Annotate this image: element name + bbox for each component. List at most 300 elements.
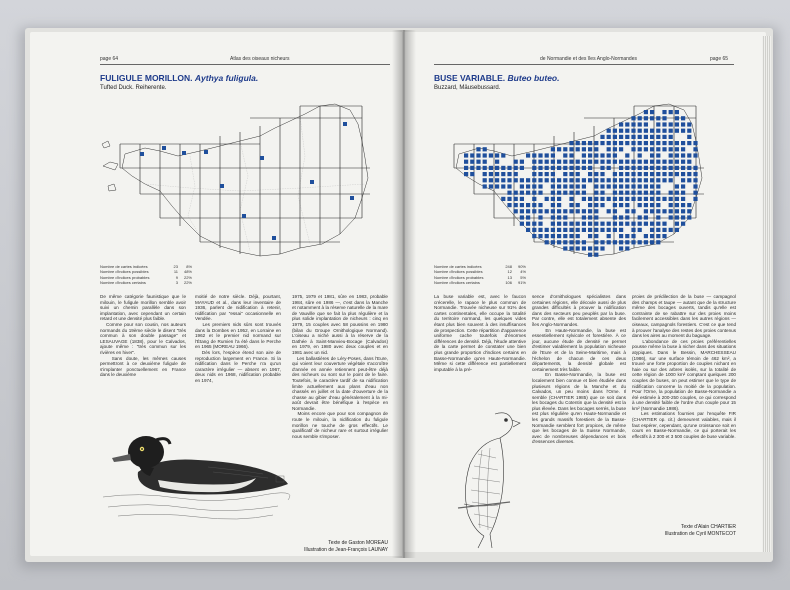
- map-square: [582, 240, 586, 244]
- map-square: [687, 153, 691, 157]
- stats-row: Nombre d'indices probables 13 5%: [434, 274, 526, 280]
- map-square: [644, 184, 648, 188]
- map-square: [569, 172, 573, 176]
- map-square: [656, 178, 660, 182]
- map-square: [551, 147, 555, 151]
- map-square: [600, 228, 604, 232]
- map-square: [594, 253, 598, 257]
- map-square: [644, 129, 648, 133]
- map-square: [613, 178, 617, 182]
- map-square: [687, 166, 691, 170]
- map-square: [656, 240, 660, 244]
- map-square: [538, 172, 542, 176]
- map-square: [532, 153, 536, 157]
- map-square: [619, 197, 623, 201]
- map-square: [638, 160, 642, 164]
- map-square: [538, 209, 542, 213]
- map-square: [619, 135, 623, 139]
- map-square: [182, 151, 186, 155]
- map-square: [638, 147, 642, 151]
- map-square: [687, 209, 691, 213]
- map-square: [662, 116, 666, 120]
- map-square: [507, 172, 511, 176]
- map-square: [588, 147, 592, 151]
- map-square: [613, 135, 617, 139]
- map-square: [501, 178, 505, 182]
- map-square: [662, 110, 666, 114]
- map-square: [470, 166, 474, 170]
- map-square: [569, 166, 573, 170]
- map-square: [532, 172, 536, 176]
- map-square: [638, 135, 642, 139]
- map-square: [588, 166, 592, 170]
- map-square: [644, 234, 648, 238]
- map-square: [644, 222, 648, 226]
- left-page[interactable]: [30, 32, 402, 556]
- map-square: [675, 116, 679, 120]
- left-species-title: [100, 73, 258, 83]
- map-square: [675, 160, 679, 164]
- map-square: [607, 240, 611, 244]
- map-square: [594, 178, 598, 182]
- map-square: [613, 203, 617, 207]
- map-square: [613, 160, 617, 164]
- map-square: [476, 147, 480, 151]
- map-square: [681, 215, 685, 219]
- map-square: [538, 222, 542, 226]
- map-square: [600, 197, 604, 201]
- map-square: [582, 191, 586, 195]
- map-square: [675, 153, 679, 157]
- map-square: [681, 122, 685, 126]
- map-square: [613, 222, 617, 226]
- map-square: [662, 234, 666, 238]
- duck-illustration: [98, 412, 293, 527]
- map-square: [656, 203, 660, 207]
- map-square: [532, 228, 536, 232]
- map-square: [551, 234, 555, 238]
- map-square: [631, 234, 635, 238]
- map-square: [600, 222, 604, 226]
- map-square: [681, 160, 685, 164]
- map-square: [600, 135, 604, 139]
- map-square: [693, 166, 697, 170]
- map-square: [613, 141, 617, 145]
- map-square: [625, 178, 629, 182]
- map-square: [625, 234, 629, 238]
- map-square: [619, 203, 623, 207]
- map-square: [669, 209, 673, 213]
- map-square: [613, 240, 617, 244]
- map-square: [607, 178, 611, 182]
- right-species-title: [434, 73, 559, 83]
- map-square: [656, 222, 660, 226]
- map-square: [557, 222, 561, 226]
- map-square: [576, 209, 580, 213]
- map-square: [557, 191, 561, 195]
- left-credits: [292, 540, 388, 554]
- map-square: [675, 110, 679, 114]
- map-square: [644, 160, 648, 164]
- map-square: [625, 240, 629, 244]
- map-square: [520, 184, 524, 188]
- map-square: [638, 129, 642, 133]
- map-square: [520, 203, 524, 207]
- map-square: [600, 184, 604, 188]
- map-square: [607, 184, 611, 188]
- map-square: [650, 172, 654, 176]
- map-square: [631, 178, 635, 182]
- map-square: [538, 228, 542, 232]
- map-square: [625, 222, 629, 226]
- map-square: [483, 160, 487, 164]
- map-square: [600, 203, 604, 207]
- map-square: [495, 178, 499, 182]
- book-gutter: [392, 30, 416, 558]
- map-square: [569, 184, 573, 188]
- map-square: [532, 178, 536, 182]
- map-square: [582, 197, 586, 201]
- map-square: [532, 234, 536, 238]
- stats-row: Nombre d'indices certains 106 91%: [434, 279, 526, 285]
- map-square: [675, 141, 679, 145]
- map-square: [501, 172, 505, 176]
- map-square: [594, 184, 598, 188]
- map-square: [631, 209, 635, 213]
- map-square: [204, 150, 208, 154]
- map-square: [520, 222, 524, 226]
- map-square: [619, 240, 623, 244]
- map-square: [526, 184, 530, 188]
- map-square: [638, 184, 642, 188]
- map-square: [514, 203, 518, 207]
- map-square: [588, 160, 592, 164]
- map-square: [625, 135, 629, 139]
- map-square: [545, 228, 549, 232]
- map-square: [693, 191, 697, 195]
- map-square: [619, 191, 623, 195]
- map-square: [619, 228, 623, 232]
- map-square: [489, 153, 493, 157]
- map-square: [644, 197, 648, 201]
- map-square: [551, 209, 555, 213]
- map-square: [625, 191, 629, 195]
- map-square: [569, 153, 573, 157]
- map-square: [631, 147, 635, 151]
- map-square: [656, 228, 660, 232]
- map-square: [687, 135, 691, 139]
- map-square: [495, 166, 499, 170]
- map-square: [557, 228, 561, 232]
- left-text-column-1: De même catégorie faunistique que le milouin, le fuligule morillon semble avoir suivi un chemin parallèle dans son implantation, avec cependant un certain retard et une densité plus faible. Comme pour son cousin, nos auteurs normands du 19ème siècle le disent "très commun à son double passage" et LESAUVAGE (1838), pour le Calvados, ajoute même : "très commun sur les rivières en hiver". Sans doute, les mêmes causes permettront à ce deuxième fuligule de s'implanter ponctuellement en France dans le deuxième: [100, 294, 186, 378]
- right-text-column-2: sence d'ornithologues spécialistes dans certaines régions, elle découle aussi de plus grandes difficultés à prouver la nidification dans des secteurs peu peuplés par la buse. Par contre, elle est totalement absente des îles Anglo-Normandes. En Haute-Normandie, la buse est essentiellement sylvicole et forestière. À ce jour, aucune étude de densité ne permet d'estimer valablement la population nicheuse de l'Eure et de la Seine-Maritime, mais à l'échelon de chacun de ces deux départements, la densité globale est certainement très faible. En Basse-Normandie, la buse est localement bien connue et bien étudiée dans plusieurs régions de la Manche et du Calvados, un peu moins dans l'Orne. Il semble (CHARTIER 1985) que ce soit dans les bocages du Cotentin que la densité est la plus élevée. Dans les bocages serrés, la buse est plus régulière qu'en Haute-Normandie et les grands massifs forestiers de la Basse-Normandie semblent fort propices, de même que les bocages de la Suisse Normande, avec de nombreuses dépendances et bois d'essences diverses.: [532, 294, 626, 445]
- map-square: [607, 147, 611, 151]
- map-square: [464, 166, 468, 170]
- map-square: [644, 203, 648, 207]
- map-square: [569, 147, 573, 151]
- map-square: [619, 178, 623, 182]
- map-square: [656, 122, 660, 126]
- map-square: [600, 166, 604, 170]
- map-square: [607, 222, 611, 226]
- map-square: [656, 160, 660, 164]
- map-square: [489, 172, 493, 176]
- right-species-name-latin: Buteo buteo.: [507, 73, 560, 83]
- map-square: [693, 147, 697, 151]
- left-species-name-latin: Aythya fuligula.: [194, 73, 259, 83]
- map-square: [607, 209, 611, 213]
- map-square: [687, 215, 691, 219]
- map-square: [656, 129, 660, 133]
- right-head-rule: [434, 64, 734, 65]
- map-square: [607, 228, 611, 232]
- map-square: [656, 209, 660, 213]
- map-square: [638, 172, 642, 176]
- map-square: [638, 191, 642, 195]
- map-square: [669, 178, 673, 182]
- right-text-column-3: proies de prédilection de la buse — campagnol des champs et taupe — autant que de la structure même des bocages ouverts, tandis qu'elle est contrainte de se rabattre sur des proies moins facilement accessibles dans les autres régions — oiseaux, campagnols forestiers. C'est ce que tend à prouver l'analyse des restes des proies contenus dans les aires au moment du baguage. L'abondance de ces proies préférentielles pousse même la buse à nicher dans des situations atypiques. Dans le Bessin, MARCHESSEAU (1986), sur une surface témoin de 462 km², a trouvé une forte proportion de couples nichant en haie ou sur des arbres isolés, sur la totalité de cette région de 1000 km² comptant quelques 200 couples de buses, on peut estimer que le type de nidification concerne la moitié de la population. Pour l'Orne, la population de Basse-Normandie a été estimée à 200-250 couples, ce qui correspond à une densité faible de l'ordre d'un couple pour 15 km² (Normandie 1986). Les estimations fournies par l'enquête FIR (CHARTIER op. cit.) demeurent valables, mais il faut espérer, cependant, qu'une croissance soit en cours en Basse-Normandie, ce qui porterait les effectifs à 2 300 et 3 500 couples de buse variable.: [632, 294, 736, 439]
- map-square: [656, 234, 660, 238]
- map-square: [551, 240, 555, 244]
- map-square: [489, 184, 493, 188]
- map-square: [538, 178, 542, 182]
- map-square: [594, 172, 598, 176]
- map-square: [600, 160, 604, 164]
- map-square: [662, 141, 666, 145]
- map-square: [600, 153, 604, 157]
- map-square: [520, 209, 524, 213]
- right-credit-text: Texte d'Alain CHARTIER: [680, 524, 736, 530]
- map-square: [526, 203, 530, 207]
- map-square: [631, 116, 635, 120]
- map-square: [650, 209, 654, 213]
- map-square: [656, 166, 660, 170]
- map-square: [483, 178, 487, 182]
- map-square: [576, 178, 580, 182]
- map-square: [576, 184, 580, 188]
- map-square: [681, 184, 685, 188]
- map-square: [675, 184, 679, 188]
- map-square: [644, 191, 648, 195]
- map-square: [613, 191, 617, 195]
- map-square: [470, 153, 474, 157]
- map-square: [631, 135, 635, 139]
- map-square: [681, 172, 685, 176]
- map-square: [464, 153, 468, 157]
- map-square: [569, 203, 573, 207]
- map-square: [687, 129, 691, 133]
- map-square: [551, 191, 555, 195]
- right-page[interactable]: [404, 32, 766, 552]
- map-square: [582, 215, 586, 219]
- map-square: [681, 209, 685, 213]
- map-square: [476, 166, 480, 170]
- map-square: [582, 209, 586, 213]
- map-square: [569, 234, 573, 238]
- map-square: [669, 129, 673, 133]
- map-square: [483, 184, 487, 188]
- map-square: [569, 160, 573, 164]
- map-square: [507, 166, 511, 170]
- map-square: [563, 240, 567, 244]
- map-square: [569, 222, 573, 226]
- map-square: [551, 153, 555, 157]
- right-text-column-1: La buse variable est, avec le faucon crécerelle, le rapace le plus commun de Normandie. Trouvée nicheuse sur 91% des cartes continentales, elle occupe la totalité du territoire normand, les quelques vides étant plus bien souvent à des insuffisances de prospection. Cette répartition d'apparence uniforme cache toutefois d'énormes différences de densité. Déjà, l'étude attentive de la carte permet de constater une bien plus grande proportion d'indices certains en Basse-Normandie qu'en Haute-Normandie. Même si cette différence est partiellement imputable à la pré-: [434, 294, 528, 372]
- map-square: [631, 172, 635, 176]
- map-square: [514, 178, 518, 182]
- map-square: [631, 197, 635, 201]
- page-edges: [762, 36, 771, 552]
- map-square: [613, 215, 617, 219]
- map-square: [545, 209, 549, 213]
- map-square: [687, 141, 691, 145]
- map-square: [669, 191, 673, 195]
- map-square: [582, 184, 586, 188]
- map-square: [576, 203, 580, 207]
- map-square: [538, 234, 542, 238]
- buzzard-drawing: [440, 404, 528, 549]
- left-credit-illustration: Illustration de Jean-François LAUNAY: [304, 547, 388, 553]
- map-square: [569, 141, 573, 145]
- left-distribution-map: [100, 96, 390, 271]
- map-square: [569, 240, 573, 244]
- map-square: [650, 234, 654, 238]
- map-square: [693, 141, 697, 145]
- map-square: [625, 122, 629, 126]
- map-square: [607, 234, 611, 238]
- map-square: [619, 215, 623, 219]
- map-square: [551, 172, 555, 176]
- map-square: [576, 234, 580, 238]
- map-square: [588, 246, 592, 250]
- map-square: [557, 209, 561, 213]
- map-square: [470, 172, 474, 176]
- map-square: [662, 147, 666, 151]
- map-square: [576, 228, 580, 232]
- left-common-names: Tufted Duck. Reiherente.: [100, 85, 167, 91]
- map-square: [656, 135, 660, 139]
- right-page-number: page 65: [710, 56, 729, 62]
- map-square: [483, 153, 487, 157]
- map-square: [563, 246, 567, 250]
- map-square: [557, 197, 561, 201]
- map-square: [557, 160, 561, 164]
- map-square: [613, 197, 617, 201]
- map-square: [557, 166, 561, 170]
- map-square: [644, 166, 648, 170]
- map-square: [644, 116, 648, 120]
- map-square: [669, 197, 673, 201]
- map-square: [489, 166, 493, 170]
- map-square: [650, 240, 654, 244]
- map-square: [526, 228, 530, 232]
- map-square: [569, 191, 573, 195]
- map-square: [569, 197, 573, 201]
- map-square: [350, 196, 354, 200]
- map-square: [569, 178, 573, 182]
- map-square: [675, 222, 679, 226]
- map-square: [594, 246, 598, 250]
- map-square: [526, 178, 530, 182]
- map-square: [569, 228, 573, 232]
- map-square: [594, 141, 598, 145]
- map-square: [588, 203, 592, 207]
- map-square: [644, 147, 648, 151]
- map-square: [631, 191, 635, 195]
- map-square: [594, 191, 598, 195]
- map-square: [669, 141, 673, 145]
- map-square: [594, 222, 598, 226]
- map-square: [576, 160, 580, 164]
- map-square: [557, 178, 561, 182]
- map-square: [563, 153, 567, 157]
- map-square: [551, 160, 555, 164]
- map-square: [625, 141, 629, 145]
- map-square: [551, 222, 555, 226]
- map-square: [625, 203, 629, 207]
- right-credits: [632, 524, 736, 538]
- map-square: [563, 191, 567, 195]
- map-square: [675, 122, 679, 126]
- right-running-head: de Normandie et des îles Anglo-Normandes: [540, 56, 637, 62]
- map-square: [588, 172, 592, 176]
- map-square: [594, 147, 598, 151]
- map-square: [662, 122, 666, 126]
- map-square: [650, 203, 654, 207]
- map-square: [669, 160, 673, 164]
- map-square: [242, 214, 246, 218]
- map-square: [662, 222, 666, 226]
- map-square: [681, 147, 685, 151]
- map-square: [644, 215, 648, 219]
- map-square: [619, 234, 623, 238]
- map-square: [563, 166, 567, 170]
- map-square: [600, 191, 604, 195]
- right-credit-illustration: Illustration de Cyril MONTECOT: [664, 531, 736, 537]
- map-square: [514, 172, 518, 176]
- map-square: [563, 172, 567, 176]
- map-square: [545, 197, 549, 201]
- map-square: [619, 184, 623, 188]
- map-square: [681, 116, 685, 120]
- left-head-rule: [100, 64, 390, 65]
- map-square: [631, 160, 635, 164]
- map-square: [140, 152, 144, 156]
- map-square: [538, 215, 542, 219]
- map-square: [625, 209, 629, 213]
- map-square: [507, 178, 511, 182]
- map-square: [563, 228, 567, 232]
- map-square: [687, 178, 691, 182]
- map-square: [638, 166, 642, 170]
- map-square: [607, 153, 611, 157]
- map-square: [594, 197, 598, 201]
- map-square: [638, 178, 642, 182]
- map-square: [520, 215, 524, 219]
- map-square: [631, 141, 635, 145]
- map-square: [538, 153, 542, 157]
- map-square: [650, 166, 654, 170]
- map-square: [656, 153, 660, 157]
- map-square: [545, 172, 549, 176]
- map-square: [588, 141, 592, 145]
- map-square: [669, 122, 673, 126]
- map-square: [588, 253, 592, 257]
- left-text-column-3: 1975, 1979 et 1981, sûre en 1983, probable 1984, sûre en 1986 —, c'est dans la Manche et notamment à la réserve naturelle de la mare de Vauville que se fait la plus régulière et la plus solide implantation de nicheurs : cinq en 1979, 15 couples avec 58 poussins en 1980 (bilan du Groupe Ornithologique Normand). L'oiseau a niché aussi à la réserve de la Dathée à Saint-Manvieu-Bocage (Calvados) en 1979, en 1980 avec deux couples et en 1981 avec un nid. Les ballastières de Léry-Poses, dans l'Eure, qui voient leur couverture végétale s'accroître d'année en année retiennent peut-être déjà des nicheurs ou sont sur le point de le faire. Toutefois, le caractère tardif de sa nidification limite actuellement aux plans d'eau non chassés en juillet et la date d'ouverture de la chasse au gibier d'eau généralement à la mi-août devrait être bénéfique à l'espèce en Normandie. Moins encore que pour son compagnon de route le milouin, la nidification du fuligule morillon ne touche de gros effectifs. Le qualificatif de nicheur rare et surtout irrégulier nous semble s'imposer.: [292, 294, 388, 439]
- map-square: [514, 197, 518, 201]
- map-square: [687, 122, 691, 126]
- right-map-squares: [464, 110, 698, 257]
